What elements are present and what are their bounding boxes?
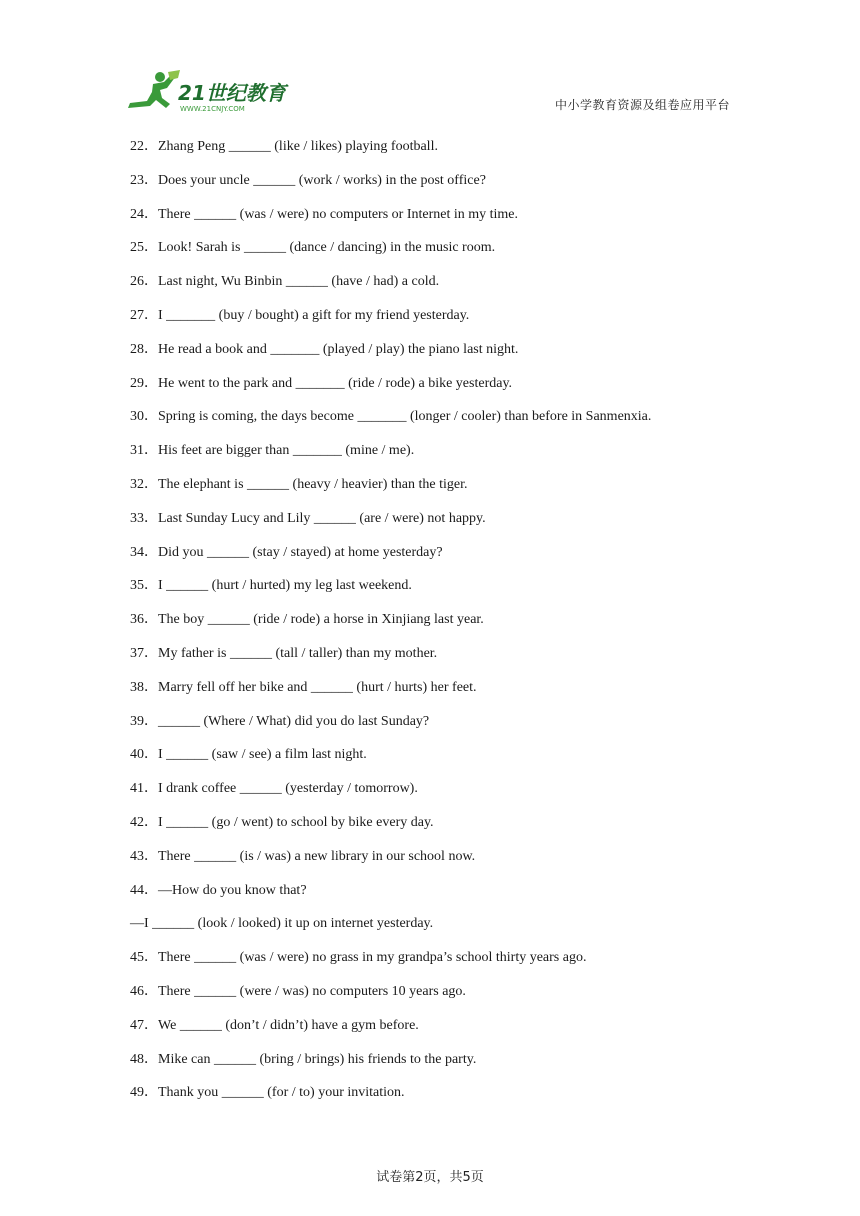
question-item	[130, 137, 750, 171]
question-options: (tall / taller) than my mother.	[271, 645, 438, 661]
question-text: Marry fell off her bike and	[158, 679, 311, 695]
question-options: (have / had) a cold.	[327, 274, 440, 290]
question-text: Look! Sarah is	[158, 240, 244, 256]
question-item	[130, 644, 750, 678]
answer-blank[interactable]: ______	[310, 679, 353, 695]
page-header	[0, 0, 860, 125]
question-options: (work / works) in the post office?	[295, 172, 486, 188]
question-item	[130, 712, 750, 746]
question-item	[130, 813, 750, 847]
question-options: (go / went) to school by bike every day.	[208, 814, 434, 830]
question-number: 42．	[130, 814, 158, 830]
answer-blank[interactable]: ______	[253, 172, 296, 188]
question-options: (is / was) a new library in our school now.	[236, 848, 476, 864]
svg-text:21世纪教育: 21世纪教育	[178, 81, 286, 105]
answer-blank[interactable]: ______	[194, 848, 237, 864]
question-text: I	[158, 814, 167, 830]
answer-blank[interactable]: ______	[207, 612, 250, 628]
question-text: Mike can	[158, 1051, 214, 1067]
answer-blank[interactable]: ______	[179, 1017, 222, 1033]
question-item	[130, 610, 750, 644]
question-number: 23．	[130, 172, 158, 188]
svg-text:WWW.21CNJY.COM: WWW.21CNJY.COM	[180, 105, 245, 113]
answer-blank[interactable]: _______	[357, 409, 407, 425]
question-text: His feet are bigger than	[158, 443, 293, 459]
question-text: I	[158, 578, 167, 594]
answer-blank[interactable]: ______	[158, 713, 200, 729]
question-text: Does your uncle	[158, 172, 254, 188]
question-options: (was / were) no computers or Internet in my time.	[236, 206, 519, 222]
question-text: We	[158, 1017, 180, 1033]
question-options: (played / play) the piano last night.	[319, 341, 519, 357]
question-options: (Where / What) did you do last Sunday?	[200, 713, 430, 729]
question-text: The boy	[158, 612, 208, 628]
question-item	[130, 982, 750, 1016]
question-number: 24．	[130, 206, 158, 222]
question-text: There	[158, 206, 195, 222]
question-options: (hurt / hurts) her feet.	[352, 679, 477, 695]
question-number: 25．	[130, 240, 158, 256]
answer-blank[interactable]: _______	[270, 341, 320, 357]
answer-blank[interactable]: ______	[313, 510, 356, 526]
question-item	[130, 340, 750, 374]
question-options: (were / was) no computers 10 years ago.	[236, 983, 466, 999]
question-number: 40．	[130, 747, 158, 763]
question-item	[130, 509, 750, 543]
answer-blank[interactable]: ______	[221, 1085, 264, 1101]
question-text: The elephant is	[158, 476, 248, 492]
question-text: I	[158, 747, 167, 763]
answer-blank[interactable]: ______	[243, 240, 286, 256]
question-options: (ride / rode) a bike yesterday.	[344, 375, 513, 391]
question-options: (don’t / didn’t) have a gym before.	[221, 1017, 419, 1033]
question-item	[130, 1016, 750, 1050]
answer-blank[interactable]: _______	[166, 307, 216, 323]
question-item	[130, 306, 750, 340]
answer-blank[interactable]: ______	[166, 814, 209, 830]
question-item	[130, 576, 750, 610]
question-number: 43．	[130, 848, 158, 864]
question-item	[130, 914, 750, 948]
question-options: (buy / bought) a gift for my friend yesterday.	[215, 307, 470, 323]
answer-blank[interactable]: ______	[194, 950, 237, 966]
question-text: —How do you know that?	[158, 882, 307, 898]
question-item	[130, 475, 750, 509]
answer-blank[interactable]: ______	[239, 781, 282, 797]
question-number: 39．	[130, 713, 158, 729]
question-text: There	[158, 983, 195, 999]
question-text: I	[158, 307, 167, 323]
question-item	[130, 1050, 750, 1084]
platform-title: 中小学教育资源及组卷应用平台	[554, 98, 730, 112]
question-text: There	[158, 950, 195, 966]
answer-blank[interactable]: ______	[285, 274, 328, 290]
question-options: (saw / see) a film last night.	[208, 747, 367, 763]
question-item	[130, 745, 750, 779]
question-number: 32．	[130, 476, 158, 492]
question-item	[130, 847, 750, 881]
question-text: —I	[130, 916, 153, 932]
question-number: 31．	[130, 443, 158, 459]
question-text: Did you	[158, 544, 207, 560]
question-number: 48．	[130, 1051, 158, 1067]
question-options: (ride / rode) a horse in Xinjiang last year.	[249, 612, 484, 628]
question-item	[130, 948, 750, 982]
runner-logo-icon	[128, 70, 180, 108]
question-item	[130, 407, 750, 441]
question-item	[130, 678, 750, 712]
question-number: 33．	[130, 510, 158, 526]
question-options: (are / were) not happy.	[355, 510, 486, 526]
question-item	[130, 881, 750, 915]
question-item	[130, 272, 750, 306]
question-text: Last night, Wu Binbin	[158, 274, 286, 290]
question-number: 45．	[130, 950, 158, 966]
question-number: 49．	[130, 1085, 158, 1101]
question-options: (was / were) no grass in my grandpa’s school thirty years ago.	[236, 950, 587, 966]
question-options: (look / looked) it up on internet yesterday.	[194, 916, 434, 932]
question-number: 36．	[130, 612, 158, 628]
question-list	[130, 137, 750, 1117]
question-options: (bring / brings) his friends to the party.	[255, 1051, 477, 1067]
question-options: (heavy / heavier) than the tiger.	[289, 476, 468, 492]
question-item	[130, 1083, 750, 1117]
question-options: (hurt / hurted) my leg last weekend.	[208, 578, 412, 594]
question-number: 34．	[130, 544, 158, 560]
question-text: Spring is coming, the days become	[158, 409, 358, 425]
question-number: 28．	[130, 341, 158, 357]
question-text: My father is	[158, 645, 230, 661]
question-item	[130, 238, 750, 272]
answer-blank[interactable]: ______	[213, 1051, 256, 1067]
question-number: 47．	[130, 1017, 158, 1033]
question-item	[130, 441, 750, 475]
question-number: 26．	[130, 274, 158, 290]
question-number: 29．	[130, 375, 158, 391]
answer-blank[interactable]: _______	[292, 443, 342, 459]
question-item	[130, 205, 750, 239]
answer-blank[interactable]: ______	[247, 476, 290, 492]
answer-blank[interactable]: ______	[166, 578, 209, 594]
answer-blank[interactable]: ______	[194, 206, 237, 222]
answer-blank[interactable]: ______	[194, 983, 237, 999]
question-text: He went to the park and	[158, 375, 296, 391]
question-number: 27．	[130, 307, 158, 323]
question-options: (stay / stayed) at home yesterday?	[249, 544, 443, 560]
question-text: Thank you	[158, 1085, 222, 1101]
question-text: Zhang Peng	[158, 139, 229, 154]
question-options: (for / to) your invitation.	[263, 1085, 405, 1101]
question-text: There	[158, 848, 195, 864]
page-footer: 试卷第2页，共5页	[376, 1170, 484, 1185]
question-number: 22．	[130, 139, 158, 154]
question-options: (yesterday / tomorrow).	[281, 781, 418, 797]
answer-blank[interactable]: ______	[152, 916, 195, 932]
question-options: (longer / cooler) than before in Sanmenxia.	[406, 409, 652, 425]
answer-blank[interactable]: ______	[207, 544, 249, 560]
question-item	[130, 543, 750, 577]
question-text: He read a book and	[158, 341, 271, 357]
question-options: (like / likes) playing football.	[270, 139, 438, 154]
answer-blank[interactable]: ______	[229, 645, 272, 661]
answer-blank[interactable]: ______	[166, 747, 209, 763]
question-text: Last Sunday Lucy and Lily	[158, 510, 314, 526]
question-number: 37．	[130, 645, 158, 661]
question-number: 38．	[130, 679, 158, 695]
question-options: (mine / me).	[341, 443, 415, 459]
question-item	[130, 171, 750, 205]
question-item	[130, 779, 750, 813]
question-number: 41．	[130, 781, 158, 797]
question-number: 35．	[130, 578, 158, 594]
question-text: I drank coffee	[158, 781, 240, 797]
question-number: 46．	[130, 983, 158, 999]
answer-blank[interactable]: ______	[228, 139, 271, 154]
answer-blank[interactable]: _______	[295, 375, 345, 391]
question-item	[130, 374, 750, 408]
question-options: (dance / dancing) in the music room.	[285, 240, 496, 256]
logo-21cnjy	[120, 68, 290, 114]
question-number: 30．	[130, 409, 158, 425]
question-number: 44．	[130, 882, 158, 898]
